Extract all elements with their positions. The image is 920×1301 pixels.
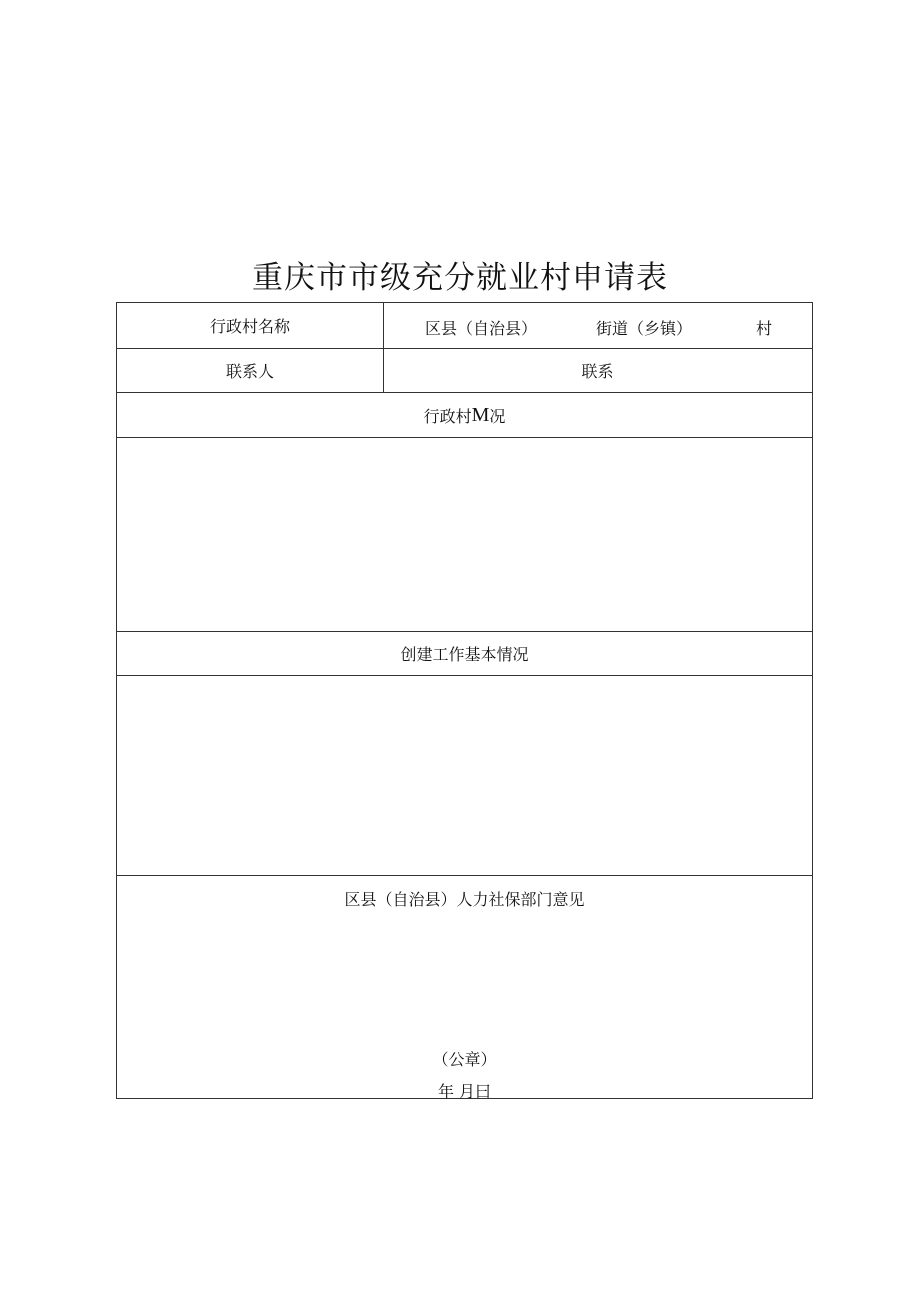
- village-overview-label: [117, 393, 812, 437]
- village-overview-content-area[interactable]: [117, 438, 812, 632]
- department-opinion-section[interactable]: [117, 876, 812, 1101]
- village-overview-header-row: [117, 393, 812, 438]
- village-overview-label-glyph: M: [471, 403, 490, 426]
- street-label: 街道（乡镇）: [596, 319, 693, 338]
- date-label: 年 月曰: [437, 1082, 492, 1101]
- department-opinion-label: 区县（自治县）人力社保部门意见: [344, 890, 585, 909]
- contact-row: [117, 349, 812, 393]
- village-name-row: [117, 303, 812, 349]
- form-title: 重庆市市级充分就业村申请表: [252, 260, 668, 296]
- work-status-label: 创建工作基本情况: [400, 645, 529, 664]
- village-name-label: 行政村名称: [209, 317, 290, 336]
- column-divider: [383, 303, 384, 348]
- village-overview-label-prefix: 行政村: [423, 406, 472, 426]
- official-seal-label: （公章）: [432, 1050, 497, 1069]
- application-form-table: [116, 302, 813, 1099]
- contact-phone-label: 联系: [581, 362, 614, 381]
- village-suffix-label: 村: [756, 319, 773, 338]
- contact-person-label: 联系人: [225, 362, 274, 381]
- village-overview-label-suffix: 况: [489, 406, 506, 426]
- work-status-header-row: [117, 632, 812, 676]
- district-label: 区县（自治县）: [425, 319, 538, 338]
- work-status-content-area[interactable]: [117, 676, 812, 876]
